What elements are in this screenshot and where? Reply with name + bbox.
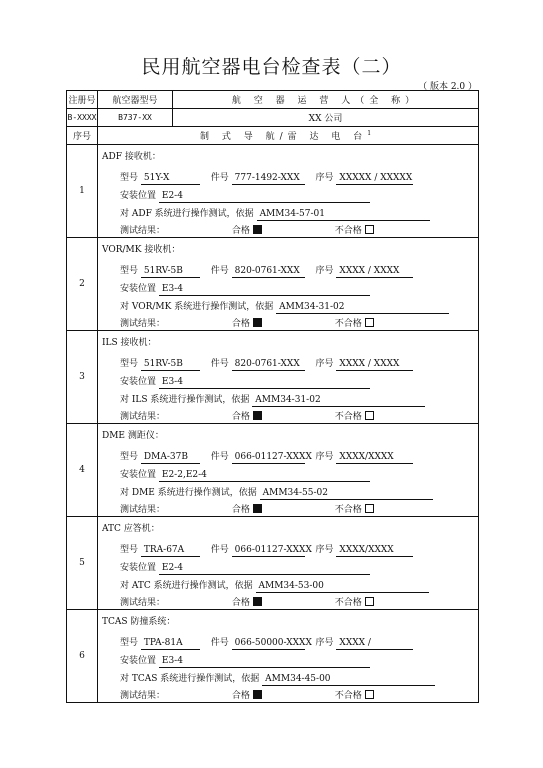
location-label: 安装位置: [120, 563, 157, 573]
item-name: DME 测距仪：: [102, 431, 164, 441]
item-test-line: [120, 301, 449, 314]
fail-checkbox[interactable]: [365, 597, 374, 606]
section-footnote: 1: [367, 130, 377, 137]
pass-label: 合格: [231, 412, 250, 422]
version-label: （ 版本 2.0 ）: [418, 82, 477, 92]
item-result-line: [120, 411, 374, 423]
item-name: TCAS 防撞系统：: [102, 617, 176, 627]
part-value: 066-01127-XXXX: [232, 544, 305, 557]
pass-checkbox[interactable]: [253, 411, 262, 420]
part-value: 777-1492-XXX: [232, 172, 305, 185]
item-location-line: [120, 376, 370, 389]
model-value: 51RV-5B: [141, 265, 200, 278]
model-value: DMA-37B: [141, 451, 200, 464]
section-title-text: 制 式 导 航/雷 达 电 台: [199, 132, 368, 142]
fail-label: 不合格: [334, 226, 362, 236]
item-row: [67, 517, 479, 610]
item-block: [98, 517, 479, 610]
model-label: 型号: [120, 545, 139, 555]
item-number: 2: [67, 238, 98, 331]
part-value: 066-50000-XXXX: [232, 637, 305, 650]
item-model-line: [120, 544, 413, 557]
item-block: [98, 331, 479, 424]
test-prefix: 对 ADF 系统进行操作测试，依据: [120, 209, 254, 219]
item-test-line: [120, 487, 433, 500]
fail-label: 不合格: [334, 319, 362, 329]
type-value: B737-XX: [98, 109, 173, 127]
fail-label: 不合格: [334, 505, 362, 515]
pass-label: 合格: [231, 226, 250, 236]
serial-label: 序号: [315, 359, 334, 369]
location-value: E3-4: [159, 376, 370, 389]
reference-value: AMM34-55-02: [260, 487, 433, 500]
item-location-line: [120, 655, 370, 668]
item-model-line: [120, 358, 413, 371]
item-block: [98, 145, 479, 238]
test-result-label: 测试结果：: [120, 226, 166, 236]
part-value: 820-0761-XXX: [232, 265, 305, 278]
pass-checkbox[interactable]: [253, 597, 262, 606]
location-label: 安装位置: [120, 470, 157, 480]
part-label: 件号: [210, 638, 229, 648]
model-value: TRA-67A: [141, 544, 200, 557]
model-label: 型号: [120, 638, 139, 648]
part-label: 件号: [210, 173, 229, 183]
location-label: 安装位置: [120, 377, 157, 387]
model-label: 型号: [120, 359, 139, 369]
test-prefix: 对 VOR/MK 系统进行操作测试，依据: [120, 302, 274, 312]
item-block: [98, 424, 479, 517]
item-number: 3: [67, 331, 98, 424]
location-value: E2-4: [159, 190, 370, 203]
item-row: [67, 610, 479, 703]
pass-checkbox[interactable]: [253, 318, 262, 327]
serial-value: XXXX / XXXX: [336, 358, 413, 371]
model-label: 型号: [120, 266, 139, 276]
test-result-label: 测试结果：: [120, 691, 166, 701]
pass-label: 合格: [231, 319, 250, 329]
item-name: ADF 接收机：: [102, 152, 161, 162]
checklist-table: [66, 90, 479, 703]
test-result-label: 测试结果：: [120, 319, 166, 329]
item-name: ILS 接收机：: [102, 338, 157, 348]
item-name: VOR/MK 接收机：: [102, 245, 181, 255]
serial-value: XXXX /: [336, 637, 413, 650]
reference-value: AMM34-31-02: [252, 394, 425, 407]
part-label: 件号: [210, 359, 229, 369]
item-model-line: [120, 172, 413, 185]
location-value: E3-4: [159, 283, 370, 296]
item-location-line: [120, 283, 370, 296]
serial-label: 序号: [315, 173, 334, 183]
test-prefix: 对 DME 系统进行操作测试，依据: [120, 488, 257, 498]
item-result-line: [120, 225, 374, 237]
test-prefix: 对 ILS 系统进行操作测试，依据: [120, 395, 250, 405]
item-test-line: [120, 208, 430, 221]
location-label: 安装位置: [120, 284, 157, 294]
part-label: 件号: [210, 266, 229, 276]
operator-value: XX 公司: [173, 109, 479, 127]
reg-label: 注册号: [67, 91, 98, 109]
model-label: 型号: [120, 173, 139, 183]
serial-value: XXXX / XXXX: [336, 265, 413, 278]
model-label: 型号: [120, 452, 139, 462]
item-number: 5: [67, 517, 98, 610]
serial-label: 序号: [315, 452, 334, 462]
item-test-line: [120, 394, 425, 407]
item-location-line: [120, 190, 370, 203]
fail-label: 不合格: [334, 691, 362, 701]
item-row: [67, 331, 479, 424]
fail-checkbox[interactable]: [365, 318, 374, 327]
item-location-line: [120, 562, 370, 575]
location-value: E2-2,E2-4: [159, 469, 370, 482]
item-number: 1: [67, 145, 98, 238]
item-test-line: [120, 580, 429, 593]
item-model-line: [120, 265, 413, 278]
serial-label: 序号: [315, 545, 334, 555]
item-row: [67, 424, 479, 517]
type-label: 航空器型号: [98, 91, 173, 109]
fail-checkbox[interactable]: [365, 411, 374, 420]
item-block: [98, 238, 479, 331]
item-name: ATC 应答机：: [102, 524, 160, 534]
item-result-line: [120, 597, 374, 609]
pass-label: 合格: [231, 691, 250, 701]
pass-label: 合格: [231, 505, 250, 515]
pass-checkbox[interactable]: [253, 504, 262, 513]
test-result-label: 测试结果：: [120, 598, 166, 608]
reference-value: AMM34-57-01: [257, 208, 430, 221]
serial-value: XXXXX / XXXXX: [336, 172, 413, 185]
test-result-label: 测试结果：: [120, 412, 166, 422]
fail-checkbox[interactable]: [365, 690, 374, 699]
reg-value: B-XXXX: [67, 109, 98, 127]
item-location-line: [120, 469, 370, 482]
reference-value: AMM34-31-02: [276, 301, 449, 314]
test-prefix: 对 ATC 系统进行操作测试，依据: [120, 581, 253, 591]
serial-label: 序号: [315, 638, 334, 648]
part-label: 件号: [210, 545, 229, 555]
reference-value: AMM34-53-00: [256, 580, 429, 593]
serial-value: XXXX/XXXX: [336, 451, 413, 464]
location-label: 安装位置: [120, 656, 157, 666]
seq-label: 序号: [67, 127, 98, 145]
document-title: 民用航空器电台检查表（二）: [141, 56, 402, 78]
fail-checkbox[interactable]: [365, 504, 374, 513]
test-result-label: 测试结果：: [120, 505, 166, 515]
item-model-line: [120, 451, 413, 464]
location-value: E3-4: [159, 655, 370, 668]
serial-value: XXXX/XXXX: [336, 544, 413, 557]
operator-label: 航 空 器 运 营 人（全 称）: [173, 91, 479, 109]
item-row: [67, 238, 479, 331]
pass-checkbox[interactable]: [253, 690, 262, 699]
part-value: 820-0761-XXX: [232, 358, 305, 371]
item-result-line: [120, 504, 374, 516]
reference-value: AMM34-45-00: [262, 673, 435, 686]
part-value: 066-01127-XXXX: [232, 451, 305, 464]
fail-label: 不合格: [334, 412, 362, 422]
item-block: [98, 610, 479, 703]
item-number: 4: [67, 424, 98, 517]
pass-label: 合格: [231, 598, 250, 608]
test-prefix: 对 TCAS 系统进行操作测试，依据: [120, 674, 260, 684]
model-value: 51Y-X: [141, 172, 200, 185]
section-title: [98, 127, 479, 145]
serial-label: 序号: [315, 266, 334, 276]
fail-label: 不合格: [334, 598, 362, 608]
location-value: E2-4: [159, 562, 370, 575]
part-label: 件号: [210, 452, 229, 462]
fail-checkbox[interactable]: [365, 225, 374, 234]
item-result-line: [120, 318, 374, 330]
model-value: 51RV-5B: [141, 358, 200, 371]
model-value: TPA-81A: [141, 637, 200, 650]
item-number: 6: [67, 610, 98, 703]
location-label: 安装位置: [120, 191, 157, 201]
item-model-line: [120, 637, 413, 650]
item-result-line: [120, 690, 374, 702]
item-row: [67, 145, 479, 238]
pass-checkbox[interactable]: [253, 225, 262, 234]
item-test-line: [120, 673, 435, 686]
